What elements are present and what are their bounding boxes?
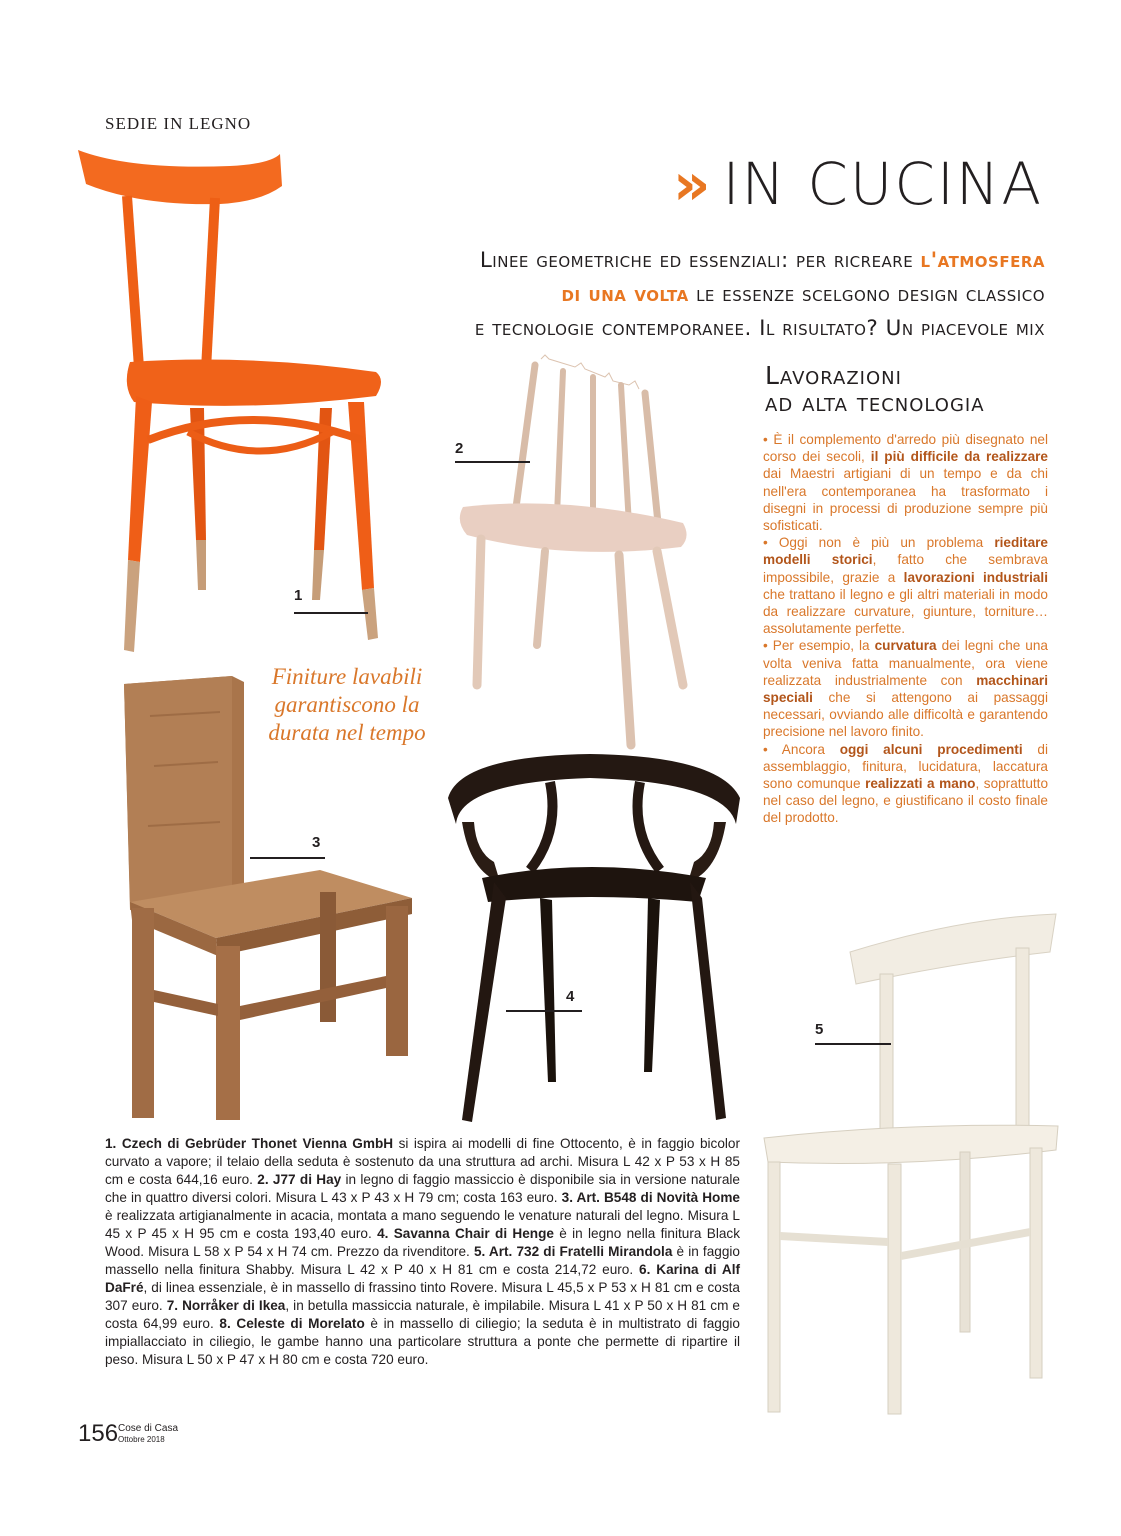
sidebar-paragraph (763, 431, 1048, 534)
item-rule (455, 461, 530, 463)
sidebar-text: che trattano il legno e gli altri materiali in modo da realizzare curvature, giunture, torniture… assolutamente perfette. (763, 586, 1048, 637)
sidebar-emphasis: il più difficile da realizzare (870, 449, 1048, 465)
pull-quote: Finiture lavabili garantiscono la durata nel tempo (268, 664, 426, 745)
subheading-highlight: l'atmosfera (920, 248, 1045, 273)
caption-text: , in betulla massiccia naturale, è impilabile. Misura L 41 x P 50 x H 81 cm e costa 64,99 euro. (105, 1298, 740, 1331)
magazine-issue: Ottobre 2018 (118, 1435, 165, 1444)
chair-4-image (440, 752, 750, 1127)
sidebar-title-line: Lavorazioni (765, 361, 902, 390)
item-number-2: 2 (455, 440, 464, 457)
subheading-text: e tecnologie contemporanee. Il risultato? Un piacevole mix (474, 316, 1045, 341)
sidebar-paragraph (763, 741, 1048, 827)
chair-5-image (760, 912, 1060, 1422)
sidebar-emphasis: curvatura (874, 638, 937, 654)
item-number-5: 5 (815, 1021, 824, 1038)
sidebar-emphasis: macchinari speciali (763, 672, 1048, 706)
caption-product-name: 7. Norråker di Ikea (166, 1298, 286, 1313)
section-label: SEDIE IN LEGNO (105, 114, 252, 133)
item-rule (250, 857, 325, 859)
item-rule (506, 1010, 582, 1012)
chair-1-image (70, 140, 390, 670)
sidebar-body (763, 431, 1048, 827)
caption-text: è realizzata artigianalmente in acacia, montata a mano seguendo le venature naturali del legno. Misura L 45 x P 45 x H 95 cm e costa 193,40 euro. (105, 1208, 740, 1241)
sidebar-text: , soprattutto nel caso del legno, e giustificano il costo finale del prodotto. (763, 776, 1049, 826)
caption-product-name: 2. J77 di Hay (257, 1172, 342, 1187)
subheading-highlight: di una volta (561, 282, 689, 307)
magazine-name: Cose di Casa (118, 1423, 179, 1434)
sidebar-text: che si attengono ai passaggi necessari, ovviando alle difficoltà e garantendo precisione nel lavoro finito. (763, 690, 1048, 740)
chair-2-image (445, 355, 705, 755)
item-rule (815, 1043, 891, 1045)
sidebar-text: • Ancora (763, 741, 840, 757)
sidebar-title-line: ad alta tecnologia (765, 388, 985, 417)
item-number-1: 1 (294, 587, 303, 604)
sidebar-text: • Per esempio, la (763, 638, 875, 654)
caption-text: è in faggio massello nella finitura Shabby. Misura L 42 x P 40 x H 81 cm e costa 214,72 euro. (105, 1244, 740, 1277)
sidebar-text: dei legni che una volta veniva fatta manualmente, ora viene realizzata industrialmente con (763, 638, 1048, 688)
magazine-footer (118, 1423, 178, 1445)
sidebar-emphasis: rieditare modelli storici (763, 535, 1048, 568)
caption-text: in legno di faggio massiccio è disponibile sia in versione naturale che in quattro diversi colori. Misura L 43 x P 43 x H 79 cm; costa 163 euro. (105, 1172, 740, 1205)
caption-product-name: 1. Czech di Gebrüder Thonet Vienna GmbH (105, 1136, 394, 1151)
sidebar-text: dai Maestri artigiani di un tempo e da chi nell'era contemporanea ha trasformato i disegni in processi di produzione sempre più sofisticati. (763, 466, 1048, 534)
item-number-4: 4 (566, 988, 575, 1005)
item-number-3: 3 (312, 834, 321, 851)
sidebar-text: È il complemento d'arredo più disegnato nel corso dei secoli, (763, 432, 1048, 465)
product-captions (105, 1135, 740, 1369)
caption-text: , di linea essenziale, è in massello di frassino tinto Rovere. Misura L 45,5 x P 53 x H 81 cm e costa 307 euro. (105, 1280, 740, 1313)
caption-product-name: 6. Karina di Alf DaFré (105, 1262, 741, 1295)
sidebar-text: di assemblaggio, finitura, lucidatura, laccatura sono comunque (763, 741, 1049, 792)
sidebar-emphasis: oggi alcuni procedimenti (839, 741, 1023, 757)
page-number: 156 (78, 1420, 119, 1447)
subheading-text: Linee geometriche ed essenziali: per ricreare (479, 248, 921, 273)
caption-product-name: 8. Celeste di Morelato (219, 1316, 365, 1331)
caption-product-name: 3. Art. B548 di Novità Home (561, 1190, 740, 1205)
sidebar-emphasis: realizzati a mano (865, 776, 976, 792)
sidebar-paragraph (763, 637, 1048, 740)
item-rule (294, 612, 368, 614)
sidebar-title (765, 362, 985, 416)
chair-3-image (120, 676, 420, 1126)
caption-text: è in massello di ciliegio; la seduta è in multistrato di faggio impiallacciato in ciliegio, le gambe hanno una particolare struttura a ponte che permette di ripartire il peso. Misura L 50 x P 47 x H 80 cm e costa 720 euro. (105, 1316, 740, 1367)
caption-product-name: 5. Art. 732 di Fratelli Mirandola (473, 1244, 673, 1259)
sidebar-text: • (763, 432, 774, 447)
caption-text: è in legno nella finitura Black Wood. Misura L 58 x P 54 x H 74 cm. Prezzo da rivenditore. (105, 1226, 740, 1259)
page-title-text: IN CUCINA (722, 150, 1043, 218)
caption-product-name: 4. Savanna Chair di Henge (377, 1226, 554, 1241)
page-title (673, 150, 1043, 218)
caption-text: si ispira ai modelli di fine Ottocento, è in faggio bicolor curvato a vapore; il telaio della seduta è sostenuto da una struttura ad archi. Misura L 42 x P 53 x H 85 cm e costa 644,16 euro. (105, 1136, 740, 1187)
sidebar-emphasis: lavorazioni industriali (903, 569, 1048, 585)
sidebar-text: , fatto che sembrava impossibile, grazie a (763, 552, 1048, 585)
subheading-text: le essenze scelgono design classico (688, 282, 1045, 307)
sidebar-paragraph (763, 534, 1048, 637)
subheading (285, 244, 1045, 346)
sidebar-text: • Oggi non è più un problema (763, 535, 995, 551)
chevron-icon: » (672, 150, 713, 218)
